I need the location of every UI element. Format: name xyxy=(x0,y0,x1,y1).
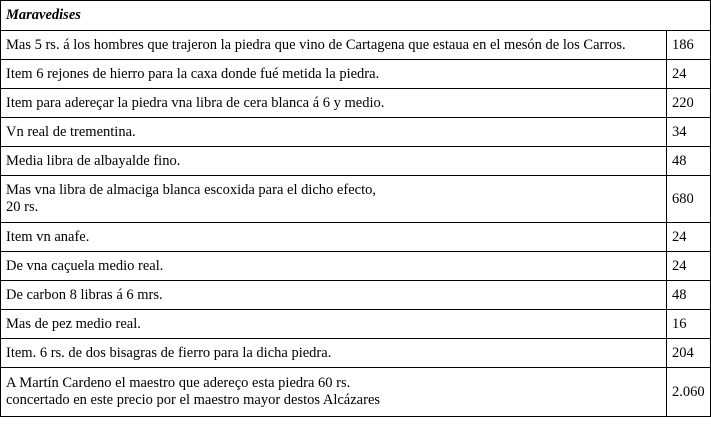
table-row xyxy=(1,176,711,223)
row-description: Item. 6 rs. de dos bisagras de fierro para la dicha piedra. xyxy=(1,339,667,368)
row-amount: 220 xyxy=(667,89,711,118)
table-row xyxy=(1,252,711,281)
row-description: Mas 5 rs. á los hombres que trajeron la piedra que vino de Cartagena que estaua en el mesón de los Carros. xyxy=(1,31,667,60)
table-row xyxy=(1,31,711,60)
table-row xyxy=(1,147,711,176)
row-description-line: Mas vna libra de almaciga blanca escoxida para el dicho efecto, xyxy=(6,182,376,198)
row-description: De carbon 8 libras á 6 mrs. xyxy=(1,281,667,310)
row-amount: 24 xyxy=(667,60,711,89)
table-header-row xyxy=(1,1,711,31)
row-description: Vn real de trementina. xyxy=(1,118,667,147)
row-description: Item para adereçar la piedra vna libra de cera blanca á 6 y medio. xyxy=(1,89,667,118)
row-description: Media libra de albayalde fino. xyxy=(1,147,667,176)
row-amount: 24 xyxy=(667,223,711,252)
row-description-line: concertado en este precio por el maestro mayor destos Alcázares xyxy=(6,392,381,408)
row-description: De vna caçuela medio real. xyxy=(1,252,667,281)
table-row xyxy=(1,368,711,417)
row-description: Item 6 rejones de hierro para la caxa donde fué metida la piedra. xyxy=(1,60,667,89)
row-amount: 204 xyxy=(667,339,711,368)
row-amount: 16 xyxy=(667,310,711,339)
table-header-cell: Maravedises xyxy=(1,1,711,31)
table-row xyxy=(1,60,711,89)
table-row xyxy=(1,89,711,118)
row-amount: 680 xyxy=(667,176,711,223)
table-row xyxy=(1,223,711,252)
row-description xyxy=(1,368,667,417)
row-description-line: A Martín Cardeno el maestro que adereço esta piedra 60 rs. xyxy=(6,375,351,391)
table-row xyxy=(1,310,711,339)
table-row xyxy=(1,339,711,368)
row-amount: 186 xyxy=(667,31,711,60)
row-amount: 24 xyxy=(667,252,711,281)
row-amount: 48 xyxy=(667,281,711,310)
table-row xyxy=(1,118,711,147)
row-description: Mas de pez medio real. xyxy=(1,310,667,339)
table-row xyxy=(1,281,711,310)
row-amount: 48 xyxy=(667,147,711,176)
row-description: Item vn anafe. xyxy=(1,223,667,252)
row-amount: 34 xyxy=(667,118,711,147)
row-description xyxy=(1,176,667,223)
row-description-line: 20 rs. xyxy=(6,199,39,215)
row-amount: 2.060 xyxy=(667,368,711,417)
